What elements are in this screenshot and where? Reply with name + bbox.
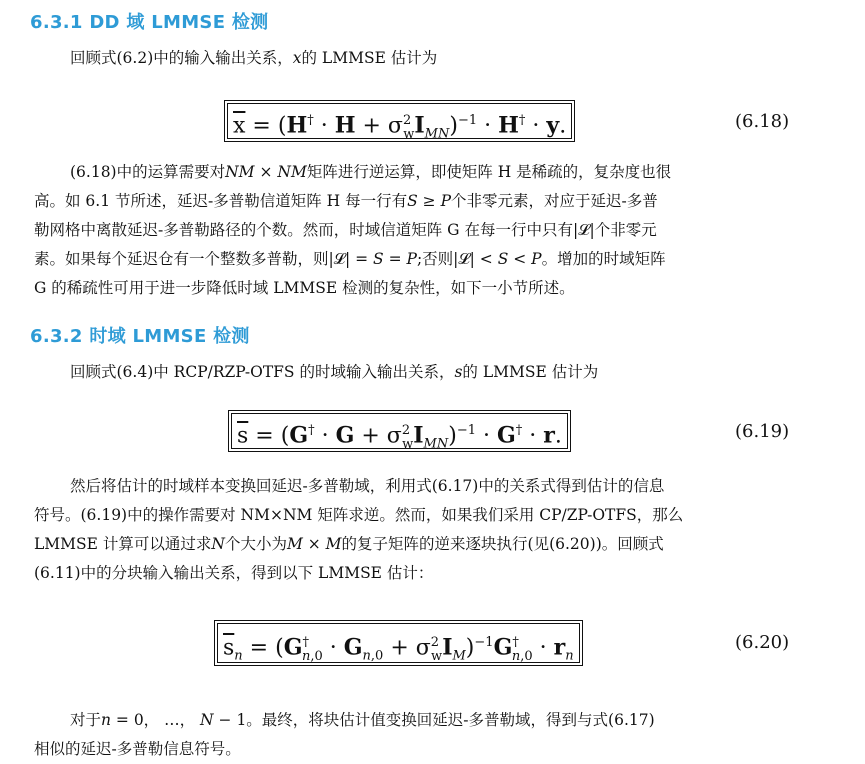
text-line: 回顾式(6.2)中的输入输出关系，𝑥的 LMMSE 估计为	[70, 49, 438, 67]
section-heading-632: 6.3.2 时域 LMMSE 检测	[30, 326, 250, 347]
text-line: 对于𝑛 = 0， …， 𝑁 − 1。最终，将块估计值变换回延迟-多普勒域，得到与式(6.17)	[70, 711, 655, 729]
text-line: 回顾式(6.4)中 RCP/RZP-OTFS 的时域输入输出关系，𝑠的 LMMSE 估计为	[70, 363, 599, 381]
text-line: 然后将估计的时域样本变换回延迟-多普勒域，利用式(6.17)中的关系式得到估计的信息	[70, 477, 665, 495]
paragraph-1	[34, 44, 814, 73]
equation-number: (6.18)	[735, 111, 790, 132]
equation-6-20: $\overline{s}_n = (G^\dagger_{n,0} \cdot G_{n,0} + \sigma^2_wI_M)^{-1}G^\dagger_{n,0} \cdot r_n$	[214, 620, 583, 666]
text-line: 符号。(6.19)中的操作需要对 NM×NM 矩阵求逆。然而，如果我们采用 CP/ZP-OTFS，那么	[34, 506, 684, 524]
equation-number: (6.20)	[735, 632, 790, 653]
paragraph-4	[34, 472, 814, 588]
equation-number: (6.19)	[735, 421, 790, 442]
text-line: (6.18)中的运算需要对𝑁𝑀 × 𝑁𝑀矩阵进行逆运算，即使矩阵 H 是稀疏的，复杂度也很	[70, 163, 672, 181]
section-heading-631: 6.3.1 DD 域 LMMSE 检测	[30, 12, 269, 33]
equation-6-19: $\overline{s} = (G^\dagger \cdot G + \sigma^2_wI_{MN})^{-1} \cdot G^\dagger \cdot r$.	[228, 410, 571, 452]
text-line: 素。如果每个延迟仓有一个整数多普勒，则|𝓛| = 𝑆 = 𝑃;否则|𝓛| < 𝑆 < 𝑃。增加的时域矩阵	[34, 250, 666, 268]
paragraph-3	[34, 358, 814, 387]
text-line: 高。如 6.1 节所述，延迟-多普勒信道矩阵 H 每一行有𝑆 ≥ 𝑃个非零元素，对应于延迟-多普	[34, 192, 658, 210]
text-line: (6.11)中的分块输入输出关系，得到以下 LMMSE 估计：	[34, 564, 434, 582]
text-line: 相似的延迟-多普勒信息符号。	[34, 740, 241, 758]
paragraph-2	[34, 158, 814, 303]
text-line: 勒网格中离散延迟-多普勒路径的个数。然而，时域信道矩阵 G 在每一行中只有|𝓛|个非零元	[34, 221, 657, 239]
text-line: LMMSE 计算可以通过求𝑁个大小为𝑀 × 𝑀的复子矩阵的逆来逐块执行(见(6.20))。回顾式	[34, 535, 664, 553]
equation-6-18: $\overline{x} = (H^\dagger \cdot H + \sigma^2_wI_{MN})^{-1} \cdot H^\dagger \cdot y$.	[224, 100, 575, 142]
text-line: G 的稀疏性可用于进一步降低时域 LMMSE 检测的复杂性，如下一小节所述。	[34, 279, 575, 297]
paragraph-5	[34, 706, 814, 764]
